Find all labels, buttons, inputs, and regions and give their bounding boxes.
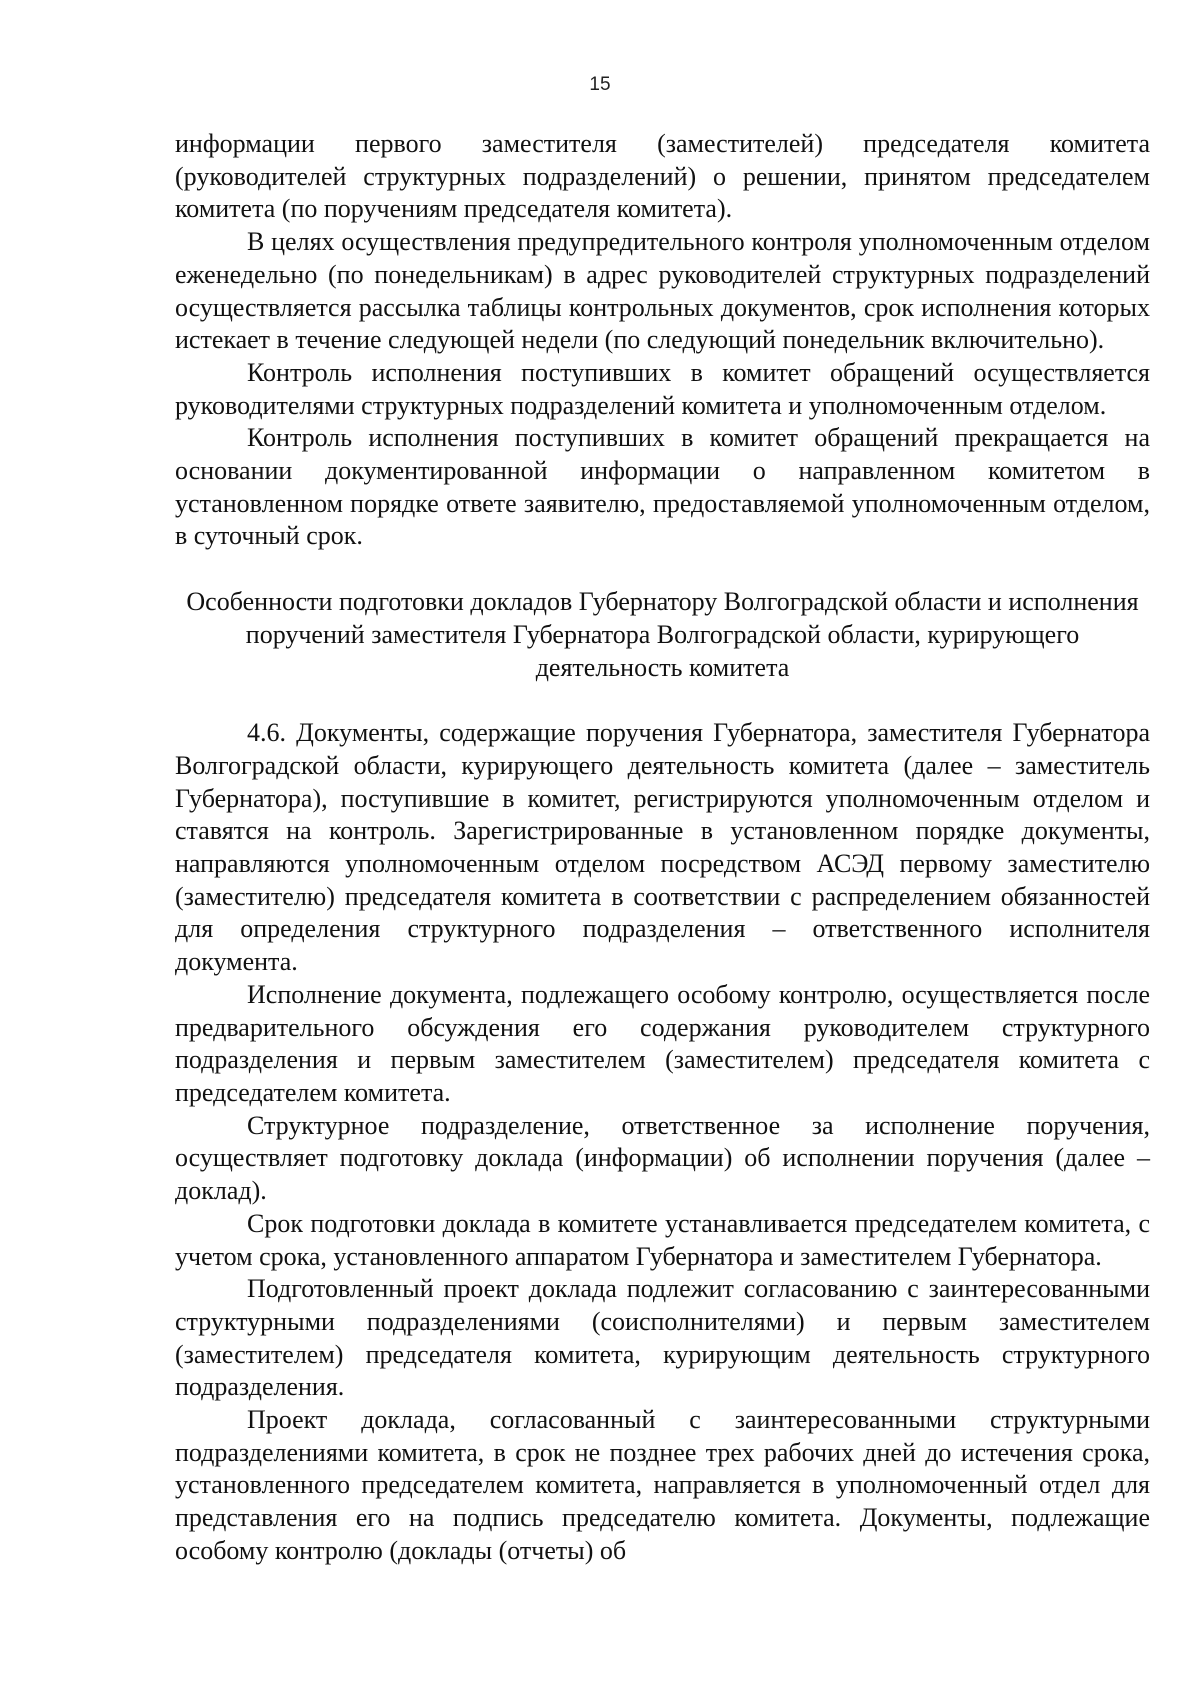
section-heading: Особенности подготовки докладов Губернатору Волгоградской области и исполнения поручений заместителя Губернатора Волгоградской области, курирующего деятельность комитета bbox=[186, 587, 1139, 682]
paragraph-report-preparation: Структурное подразделение, ответственное за исполнение поручения, осуществляет подготовку доклада (информации) об исполнении поручения (далее – доклад). bbox=[175, 1110, 1150, 1206]
paragraph-report-submission: Проект доклада, согласованный с заинтересованными структурными подразделениями комитета, в срок не позднее трех рабочих дней до истечения срока, установленного председателем комитета, направляется в уполномоченный отдел для представления его на подпись председателю комитета. Документы, подлежащие особому контролю (доклады (отчеты) об bbox=[175, 1405, 1150, 1565]
section-spacer bbox=[175, 553, 1150, 586]
page-number: 15 bbox=[589, 74, 611, 95]
paragraph-appeals-termination: Контроль исполнения поступивших в комитет обращений прекращается на основании документированной информации о направленном комитетом в установленном порядке ответе заявителю, предоставляемой уполномоченным отделом, в суточный срок. bbox=[175, 423, 1150, 551]
paragraph-report-deadline: Срок подготовки доклада в комитете устанавливается председателем комитета, с учетом срока, установленного аппаратом Губернатора и заместителем Губернатора. bbox=[175, 1208, 1150, 1271]
paragraph-4-6: 4.6. Документы, содержащие поручения Губернатора, заместителя Губернатора Волгоградской области, курирующего деятельность комитета (далее – заместитель Губернатора), поступившие в комитет, регистрируются уполномоченным отделом и ставятся на контроль. Зарегистрированные в установленном порядке документы, направляются уполномоченным отделом посредством АСЭД первому заместителю (заместителю) председателя комитета в соответствии с распределением обязанностей для определения структурного подразделения – ответственного исполнителя документа. bbox=[175, 718, 1150, 977]
paragraph-report-approval: Подготовленный проект доклада подлежит согласованию с заинтересованными структурными подразделениями (соисполнителями) и первым заместителем (заместителем) председателя комитета, курирующим деятельность структурного подразделения. bbox=[175, 1274, 1150, 1402]
paragraph-preventive-control: В целях осуществления предупредительного контроля уполномоченным отделом еженедельно (по понедельникам) в адрес руководителей структурных подразделений осуществляется рассылка таблицы контрольных документов, срок исполнения которых истекает в течение следующей недели (по следующий понедельник включительно). bbox=[175, 227, 1150, 355]
section-spacer bbox=[175, 684, 1150, 717]
paragraph-appeals-control: Контроль исполнения поступивших в комитет обращений осуществляется руководителями структурных подразделений комитета и уполномоченным отделом. bbox=[175, 357, 1150, 420]
paragraph-special-control: Исполнение документа, подлежащего особому контролю, осуществляется после предварительного обсуждения его содержания руководителем структурного подразделения и первым заместителем (заместителем) председателя комитета с председателем комитета. bbox=[175, 979, 1150, 1107]
document-body bbox=[175, 128, 1150, 1568]
paragraph-continuation: информации первого заместителя (заместителей) председателя комитета (руководителей структурных подразделений) о решении, принятом председателем комитета (по поручениям председателя комитета). bbox=[175, 129, 1150, 224]
